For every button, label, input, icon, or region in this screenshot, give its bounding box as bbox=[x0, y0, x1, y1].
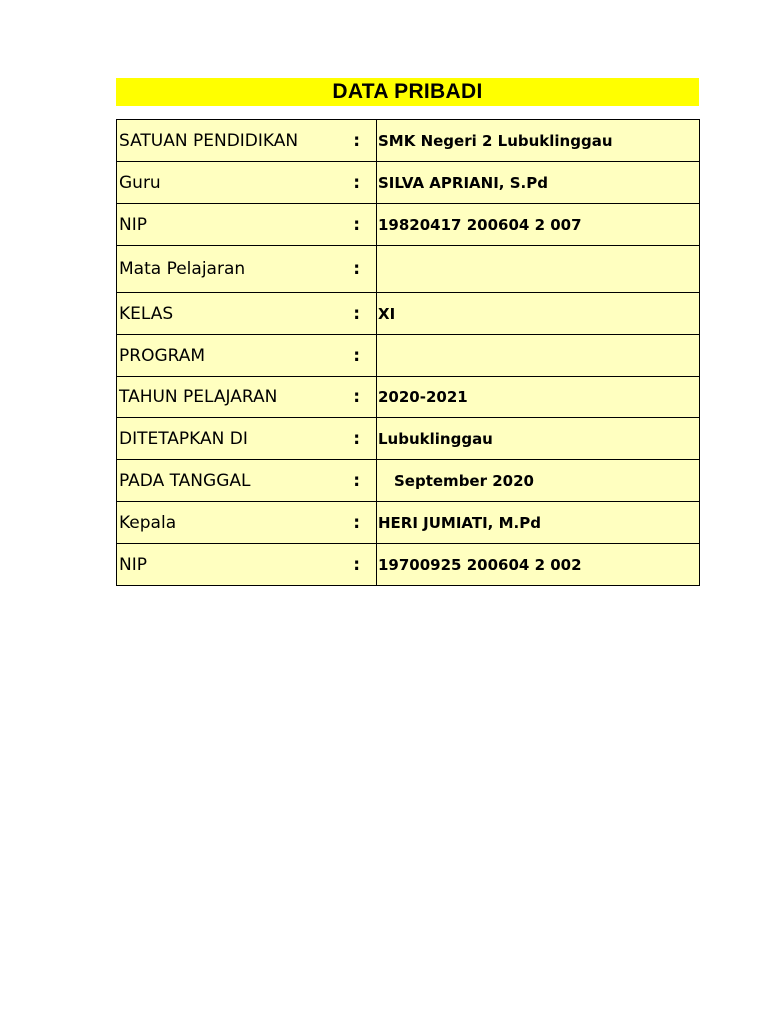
row-label-cell bbox=[117, 120, 377, 162]
row-value-cell bbox=[377, 162, 700, 204]
field-value: 2020-2021 bbox=[378, 388, 468, 406]
row-label-cell bbox=[117, 418, 377, 460]
field-colon: : bbox=[353, 428, 360, 449]
row-label-cell bbox=[117, 293, 377, 335]
table-row bbox=[117, 335, 700, 377]
row-label-cell bbox=[117, 502, 377, 544]
row-label-cell bbox=[117, 544, 377, 586]
table-row bbox=[117, 293, 700, 335]
table-row bbox=[117, 544, 700, 586]
table-row bbox=[117, 502, 700, 544]
field-colon: : bbox=[353, 470, 360, 491]
table-row bbox=[117, 460, 700, 502]
row-value-cell bbox=[377, 544, 700, 586]
field-colon: : bbox=[353, 512, 360, 533]
row-label-cell bbox=[117, 162, 377, 204]
field-value: Lubuklinggau bbox=[378, 429, 493, 448]
field-label: NIP bbox=[119, 554, 147, 575]
field-label: DITETAPKAN DI bbox=[119, 428, 248, 449]
page-title: DATA PRIBADI bbox=[332, 80, 483, 103]
personal-data-table bbox=[116, 119, 700, 586]
table-row bbox=[117, 162, 700, 204]
field-label: Kepala bbox=[119, 512, 177, 533]
table-row bbox=[117, 120, 700, 162]
field-value: HERI JUMIATI, M.Pd bbox=[378, 513, 541, 532]
field-colon: : bbox=[353, 172, 360, 193]
field-label: TAHUN PELAJARAN bbox=[119, 387, 278, 407]
table-row bbox=[117, 204, 700, 246]
row-value-cell bbox=[377, 418, 700, 460]
field-value: 19700925 200604 2 002 bbox=[378, 555, 582, 574]
field-label: Mata Pelajaran bbox=[119, 259, 246, 279]
row-label-cell bbox=[117, 204, 377, 246]
field-colon: : bbox=[353, 554, 360, 575]
table-row bbox=[117, 418, 700, 460]
field-colon: : bbox=[353, 345, 360, 366]
field-colon: : bbox=[353, 303, 360, 324]
row-value-cell bbox=[377, 335, 700, 377]
row-value-cell bbox=[377, 377, 700, 418]
row-value-cell bbox=[377, 204, 700, 246]
field-value: SILVA APRIANI, S.Pd bbox=[378, 173, 548, 192]
row-value-cell bbox=[377, 246, 700, 293]
row-label-cell bbox=[117, 246, 377, 293]
field-colon: : bbox=[353, 259, 360, 279]
row-value-cell bbox=[377, 502, 700, 544]
table-row bbox=[117, 377, 700, 418]
row-label-cell bbox=[117, 377, 377, 418]
field-value: XI bbox=[378, 304, 396, 323]
field-colon: : bbox=[353, 214, 360, 235]
title-banner bbox=[116, 78, 699, 106]
row-value-cell bbox=[377, 120, 700, 162]
table-row bbox=[117, 246, 700, 293]
row-label-cell bbox=[117, 460, 377, 502]
row-label-cell bbox=[117, 335, 377, 377]
field-value: September 2020 bbox=[394, 471, 534, 490]
field-label: SATUAN PENDIDIKAN bbox=[119, 130, 299, 151]
field-colon: : bbox=[353, 387, 360, 407]
field-label: PADA TANGGAL bbox=[119, 470, 251, 491]
field-value: 19820417 200604 2 007 bbox=[378, 215, 582, 234]
row-value-cell bbox=[377, 460, 700, 502]
field-label: PROGRAM bbox=[119, 345, 206, 366]
row-value-cell bbox=[377, 293, 700, 335]
field-value: SMK Negeri 2 Lubuklinggau bbox=[378, 131, 613, 150]
field-label: Guru bbox=[119, 172, 161, 193]
field-colon: : bbox=[353, 130, 360, 151]
field-label: KELAS bbox=[119, 303, 174, 324]
field-label: NIP bbox=[119, 214, 147, 235]
